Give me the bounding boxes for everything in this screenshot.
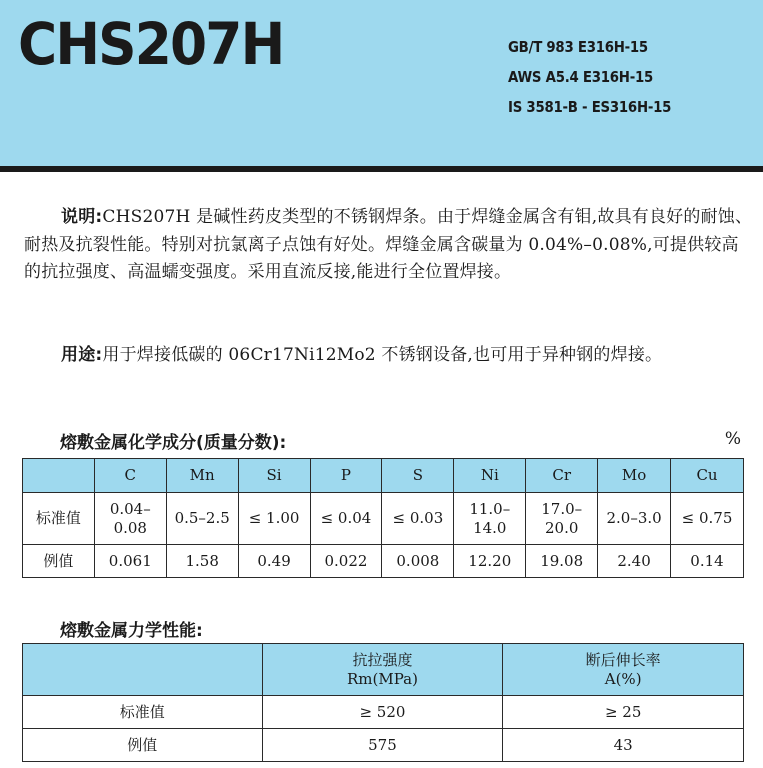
chemical-header-cell: S: [382, 459, 454, 493]
chemical-header-cell: Cu: [671, 459, 744, 493]
usage-label: 用途:: [61, 345, 103, 365]
table-cell: 2.40: [598, 545, 671, 578]
chemical-table: [22, 458, 744, 578]
mechanical-row-standard: [23, 696, 744, 729]
table-cell: ≤ 0.03: [382, 493, 454, 545]
mechanical-header-cell: [23, 644, 263, 696]
standard-is: IS 3581-B - ES316H-15: [508, 98, 672, 116]
chemical-unit: %: [724, 429, 741, 449]
mechanical-title: 熔敷金属力学性能:: [60, 621, 203, 641]
mechanical-table: [22, 643, 744, 762]
table-cell: ≤ 0.04: [310, 493, 382, 545]
table-cell: ≥ 25: [503, 696, 744, 729]
table-cell: 17.0– 20.0: [526, 493, 598, 545]
standard-aws: AWS A5.4 E316H-15: [508, 68, 654, 86]
standard-gb: GB/T 983 E316H-15: [508, 38, 648, 56]
chemical-header-cell: Mn: [166, 459, 238, 493]
chemical-header-cell: P: [310, 459, 382, 493]
table-cell: ≤ 0.75: [671, 493, 744, 545]
product-title: CHS207H: [18, 10, 284, 78]
table-cell: 0.14: [671, 545, 744, 578]
table-cell: 1.58: [166, 545, 238, 578]
chemical-title: 熔敷金属化学成分(质量分数):: [60, 433, 287, 453]
header-rule: [0, 166, 763, 172]
usage-paragraph: [24, 342, 754, 370]
chemical-header-cell: Mo: [598, 459, 671, 493]
table-row-label: 标准值: [23, 493, 95, 545]
mechanical-header-cell: 断后伸长率 A(%): [503, 644, 744, 696]
header-band: [0, 0, 763, 166]
table-row-label: 例值: [23, 729, 263, 762]
table-cell: 0.022: [310, 545, 382, 578]
description-label: 说明:: [61, 207, 103, 227]
mechanical-header-cell: 抗拉强度 Rm(MPa): [262, 644, 503, 696]
table-cell: 0.008: [382, 545, 454, 578]
table-cell: 12.20: [454, 545, 526, 578]
chemical-header-cell: [23, 459, 95, 493]
table-cell: 0.04– 0.08: [94, 493, 166, 545]
description-paragraph: [24, 204, 754, 287]
table-row-label: 标准值: [23, 696, 263, 729]
mechanical-row-example: [23, 729, 744, 762]
table-cell: ≥ 520: [262, 696, 503, 729]
table-cell: ≤ 1.00: [238, 493, 310, 545]
table-cell: 575: [262, 729, 503, 762]
chemical-row-example: [23, 545, 744, 578]
chemical-header-cell: Si: [238, 459, 310, 493]
table-cell: 0.5–2.5: [166, 493, 238, 545]
table-cell: 43: [503, 729, 744, 762]
table-cell: 2.0–3.0: [598, 493, 671, 545]
mechanical-header-row: [23, 644, 744, 696]
chemical-header-row: [23, 459, 744, 493]
chemical-header-cell: Ni: [454, 459, 526, 493]
chemical-row-standard: [23, 493, 744, 545]
chemical-header-cell: Cr: [526, 459, 598, 493]
table-cell: 11.0– 14.0: [454, 493, 526, 545]
table-cell: 19.08: [526, 545, 598, 578]
table-row-label: 例值: [23, 545, 95, 578]
usage-text: 用于焊接低碳的 06Cr17Ni12Mo2 不锈钢设备,也可用于异种钢的焊接。: [102, 345, 663, 365]
table-cell: 0.061: [94, 545, 166, 578]
table-cell: 0.49: [238, 545, 310, 578]
chemical-header-cell: C: [94, 459, 166, 493]
description-text: CHS207H 是碱性药皮类型的不锈钢焊条。由于焊缝金属含有钼,故具有良好的耐蚀、耐热及抗裂性能。特别对抗氯离子点蚀有好处。焊缝金属含碳量为 0.04%–0.08%,可提供较高的抗拉强度、高温蠕变强度。采用直流反接,能进行全位置焊接。: [24, 207, 753, 283]
